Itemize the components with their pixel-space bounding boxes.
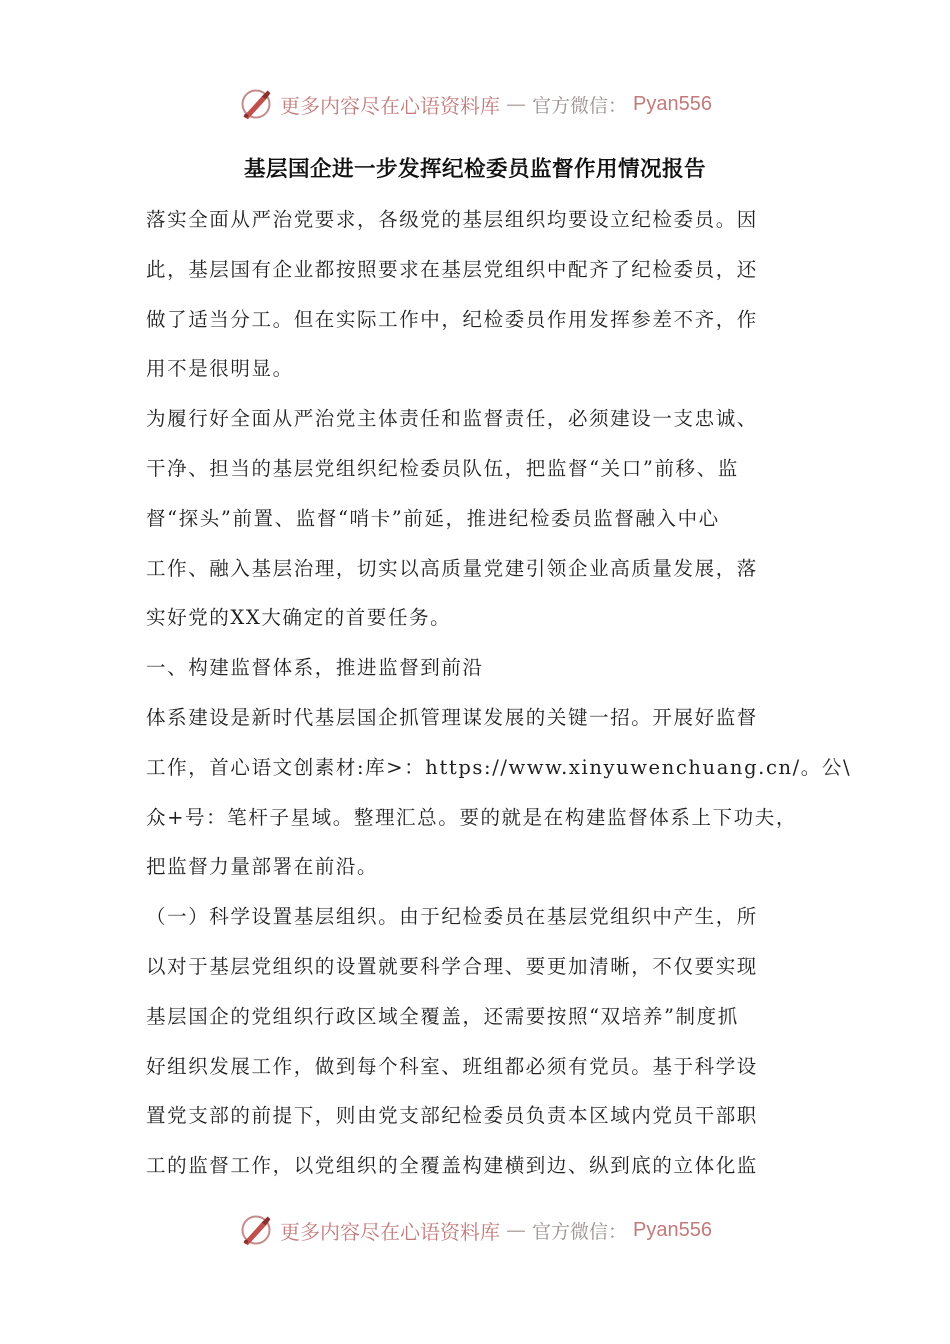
watermark-wechat-label: 官方微信：	[532, 94, 628, 117]
watermark-wechat-id: Pyan556	[633, 1218, 712, 1241]
body-line: 把监督力量部署在前沿。	[146, 855, 379, 879]
body-line: 众+号：笔杆子星域。整理汇总。要的就是在构建监督体系上下功夫，	[146, 805, 797, 829]
body-line: 基层国企的党组织行政区域全覆盖，还需要按照“双培养”制度抓	[146, 1004, 739, 1028]
body-line: 此，基层国有企业都按照要求在基层党组织中配齐了纪检委员，还	[146, 257, 758, 281]
watermark-dash: —	[506, 1218, 526, 1242]
pen-logo-icon	[238, 1212, 274, 1248]
watermark-brand-text: 更多内容尽在心语资料库	[280, 1219, 500, 1244]
watermark-wechat-label: 官方微信：	[532, 1220, 628, 1243]
body-line: 置党支部的前提下，则由党支部纪检委员负责本区域内党员干部职	[146, 1104, 758, 1128]
watermark-banner-bottom	[0, 1208, 950, 1252]
body-line-with-url: 工作，首心语文创素材:库>：https://www.xinyuwenchuang.cn/。公\	[146, 755, 852, 779]
body-line: 工作、融入基层治理，切实以高质量党建引领企业高质量发展，落	[146, 556, 758, 580]
document-title: 基层国企进一步发挥纪检委员监督作用情况报告	[243, 157, 706, 182]
document-body	[146, 201, 852, 1197]
body-line: 好组织发展工作，做到每个科室、班组都必须有党员。基于科学设	[146, 1054, 758, 1078]
body-line: 用不是很明显。	[146, 357, 294, 381]
watermark-wechat-id: Pyan556	[633, 92, 712, 115]
body-line: 体系建设是新时代基层国企抓管理谋发展的关键一招。开展好监督	[146, 705, 758, 729]
pen-logo-icon	[238, 86, 274, 122]
watermark-dash: —	[506, 92, 526, 116]
body-line: 为履行好全面从严治党主体责任和监督责任，必须建设一支忠诚、	[146, 407, 758, 431]
body-line: 工的监督工作，以党组织的全覆盖构建横到边、纵到底的立体化监	[146, 1154, 758, 1178]
body-line: 落实全面从严治党要求，各级党的基层组织均要设立纪检委员。因	[146, 208, 758, 231]
body-line: 做了适当分工。但在实际工作中，纪检委员作用发挥参差不齐，作	[146, 307, 758, 331]
watermark-banner-top	[0, 82, 950, 126]
body-line: 督“探头”前置、监督“哨卡”前延，推进纪检委员监督融入中心	[146, 506, 720, 530]
watermark-brand-text: 更多内容尽在心语资料库	[280, 93, 500, 118]
body-line: （一）科学设置基层组织。由于纪检委员在基层党组织中产生，所	[146, 905, 758, 929]
section-heading: 一、构建监督体系，推进监督到前沿	[146, 656, 484, 680]
body-line: 干净、担当的基层党组织纪检委员队伍，把监督“关口”前移、监	[146, 456, 739, 480]
body-line: 以对于基层党组织的设置就要科学合理、要更加清晰，不仅要实现	[146, 954, 758, 978]
body-line: 实好党的XX大确定的首要任务。	[146, 606, 452, 630]
